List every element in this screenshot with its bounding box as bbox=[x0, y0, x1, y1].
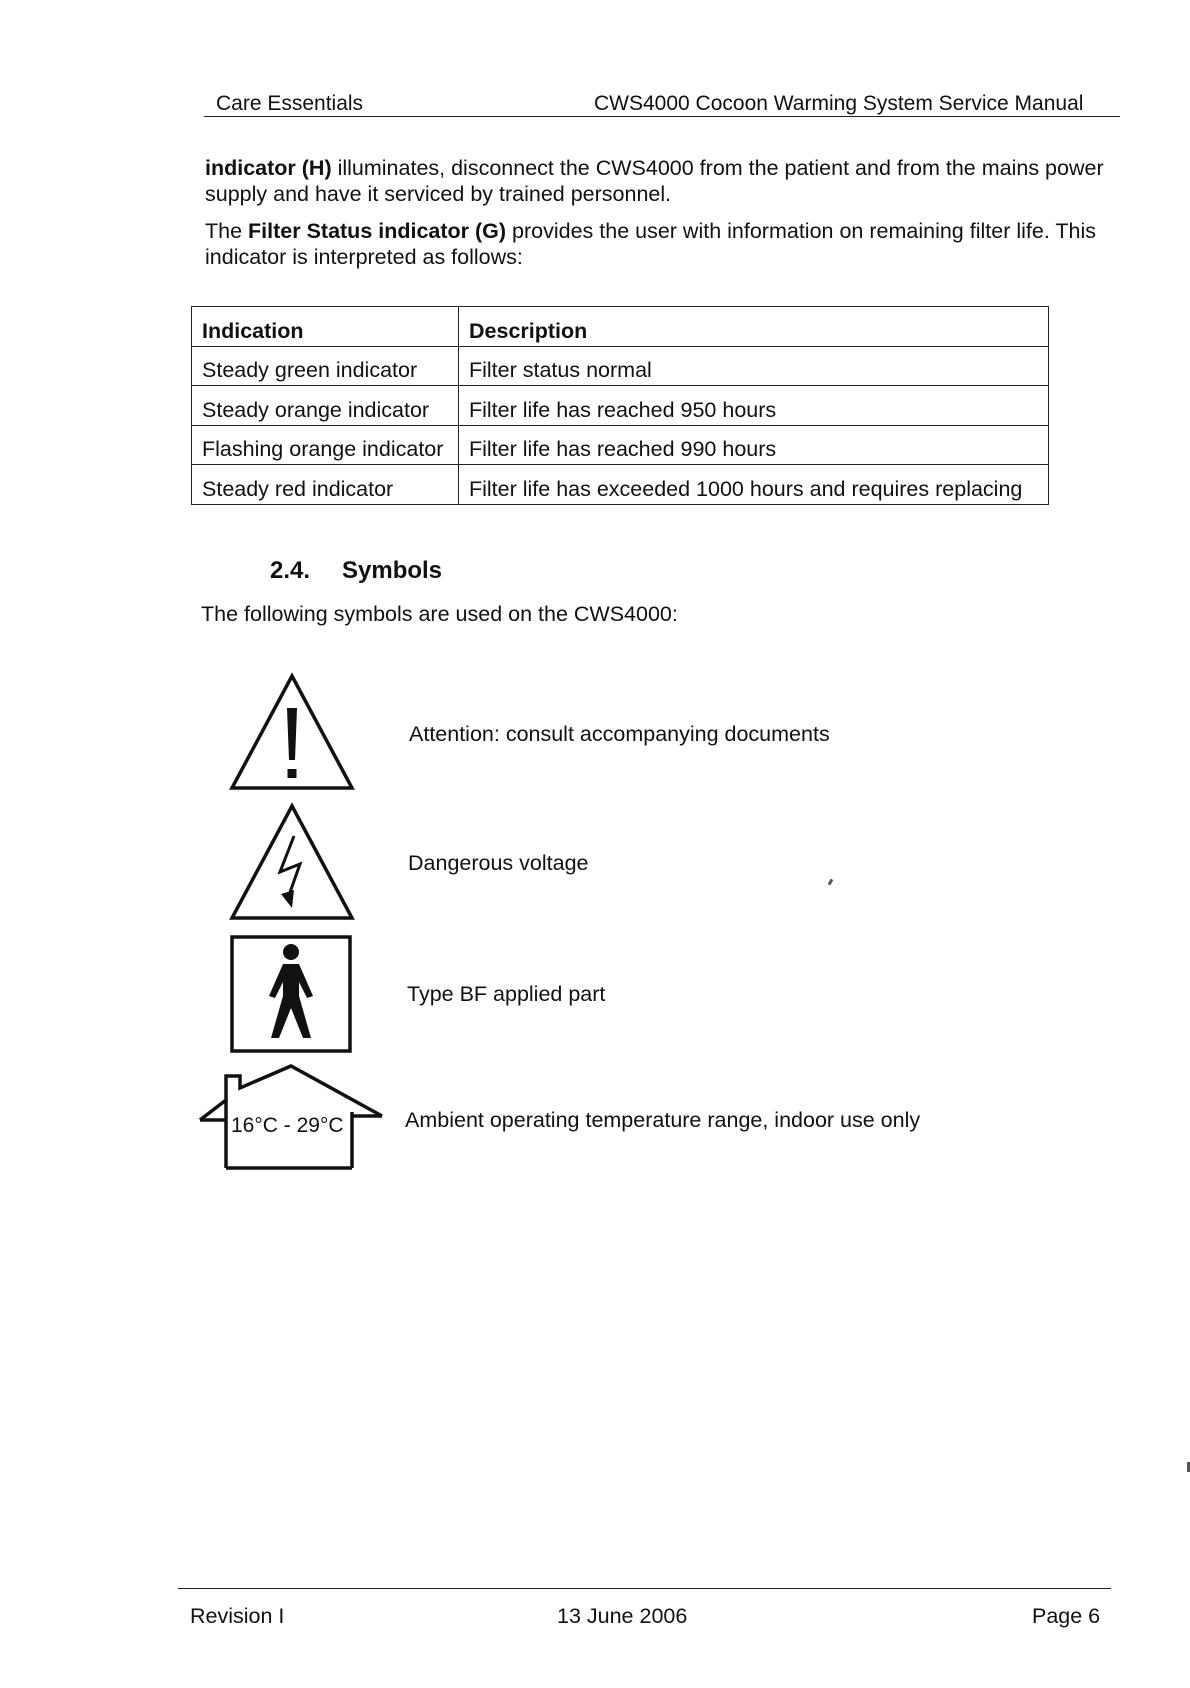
column-header-indication: Indication bbox=[192, 307, 459, 347]
paragraph-text: provides the user with information on remaining filter life. This bbox=[506, 219, 1096, 243]
table-cell: Filter status normal bbox=[459, 346, 1049, 386]
attention-warning-icon bbox=[228, 672, 356, 792]
column-header-description: Description bbox=[459, 307, 1049, 347]
symbol-label: Dangerous voltage bbox=[408, 851, 589, 875]
table-row bbox=[192, 425, 1049, 465]
table-cell: Steady red indicator bbox=[192, 465, 459, 505]
paragraph-text: supply and have it serviced by trained personnel. bbox=[205, 182, 672, 206]
header-right: CWS4000 Cocoon Warming System Service Manual bbox=[594, 92, 1084, 115]
dangerous-voltage-icon bbox=[228, 802, 356, 922]
footer-date: 13 June 2006 bbox=[557, 1604, 688, 1628]
indoor-temperature-range-icon bbox=[196, 1064, 386, 1172]
type-bf-applied-part-icon bbox=[229, 934, 353, 1054]
symbol-label: Ambient operating temperature range, indoor use only bbox=[405, 1108, 921, 1132]
table-cell: Steady green indicator bbox=[192, 346, 459, 386]
paragraph-indicator-h bbox=[205, 155, 1135, 207]
paragraph-text: illuminates, disconnect the CWS4000 from the patient and from the mains power bbox=[331, 156, 1104, 180]
table-cell: Flashing orange indicator bbox=[192, 425, 459, 465]
table-row bbox=[192, 465, 1049, 505]
table-cell: Steady orange indicator bbox=[192, 386, 459, 426]
header-left: Care Essentials bbox=[216, 92, 364, 115]
section-heading bbox=[270, 557, 442, 585]
paragraph-bold: Filter Status indicator (G) bbox=[248, 219, 507, 243]
filter-status-table bbox=[191, 306, 1049, 505]
scan-speck bbox=[828, 879, 834, 886]
paragraph-filter-status bbox=[205, 218, 1135, 270]
section-number: 2.4. bbox=[270, 557, 311, 584]
temperature-range-text: 16°C - 29°C bbox=[231, 1114, 344, 1137]
section-title: Symbols bbox=[342, 557, 443, 584]
table-row bbox=[192, 386, 1049, 426]
paragraph-bold-lead: indicator (H) bbox=[205, 156, 332, 180]
symbol-label: Attention: consult accompanying documents bbox=[409, 722, 830, 746]
table-cell: Filter life has reached 990 hours bbox=[459, 425, 1049, 465]
footer-page-number: Page 6 bbox=[1032, 1604, 1101, 1628]
table-header-row bbox=[192, 307, 1049, 347]
footer-rule bbox=[178, 1588, 1111, 1589]
header-rule bbox=[204, 116, 1120, 117]
section-intro: The following symbols are used on the CWS4000: bbox=[201, 602, 678, 626]
table-row bbox=[192, 346, 1049, 386]
footer-revision: Revision I bbox=[190, 1604, 285, 1628]
paragraph-text: indicator is interpreted as follows: bbox=[205, 245, 523, 269]
paragraph-text: The bbox=[205, 219, 249, 243]
table-cell: Filter life has exceeded 1000 hours and requires replacing bbox=[459, 465, 1049, 505]
table-cell: Filter life has reached 950 hours bbox=[459, 386, 1049, 426]
symbol-label: Type BF applied part bbox=[407, 982, 606, 1006]
